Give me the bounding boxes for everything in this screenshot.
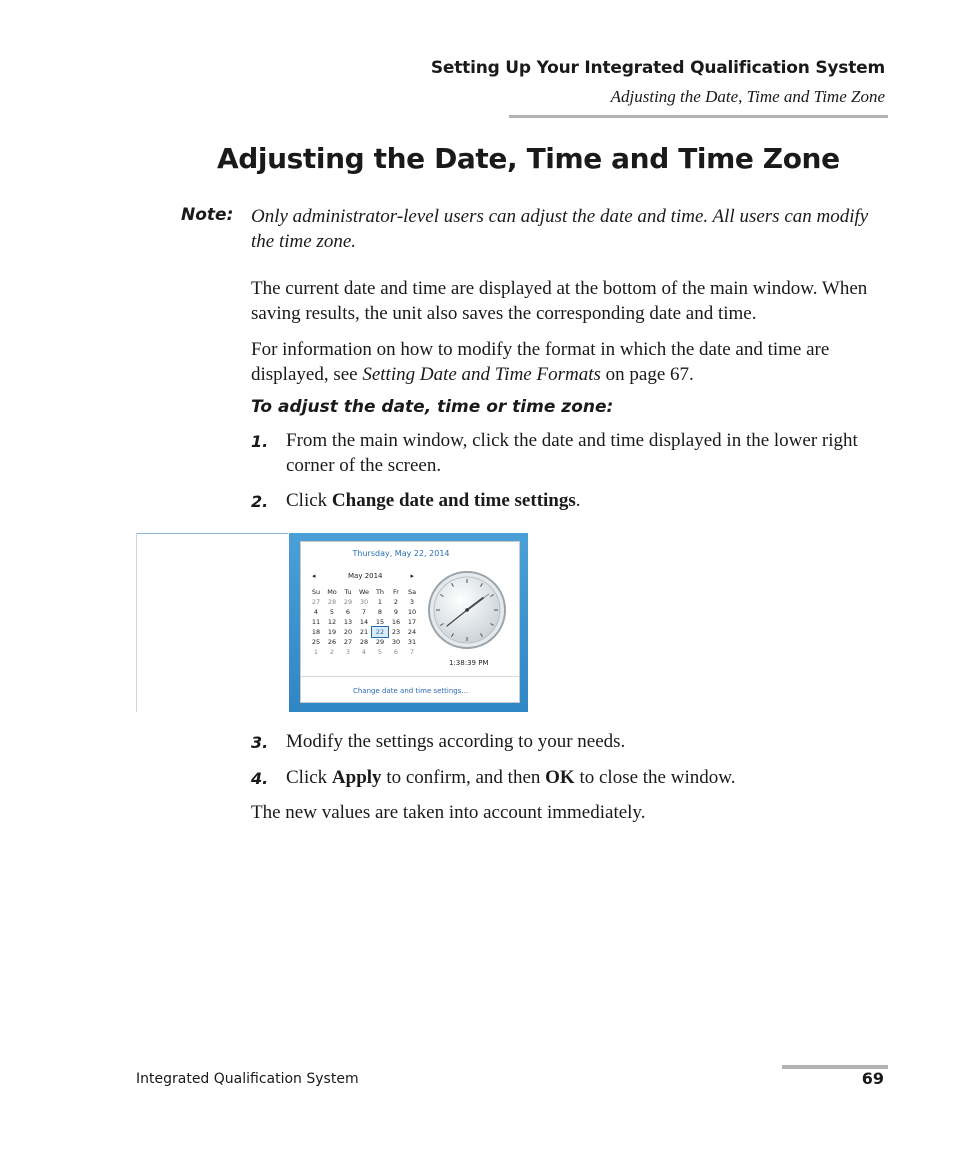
- step-text: Click Change date and time settings.: [286, 490, 581, 511]
- note-text: Only administrator-level users can adjust the date and time. All users can modify the time zone.: [251, 206, 869, 252]
- step-number: 2.: [251, 492, 269, 511]
- ui-label-ok: OK: [545, 767, 575, 788]
- calendar-day[interactable]: 10: [407, 608, 417, 616]
- paragraph-2-start: For information on how to modify the format in which the date and time are displayed, see: [251, 339, 830, 385]
- calendar-day[interactable]: 7: [361, 608, 367, 616]
- calendar-day[interactable]: 30: [359, 598, 369, 606]
- calendar-day[interactable]: 19: [327, 628, 337, 636]
- calendar-day[interactable]: 5: [329, 608, 335, 616]
- time-readout: 1:38:39 PM: [449, 659, 489, 667]
- calendar-day[interactable]: 22: [372, 627, 388, 637]
- calendar-day[interactable]: 2: [393, 598, 399, 606]
- calendar-day[interactable]: 25: [311, 638, 321, 646]
- page-number: 69: [861, 1069, 884, 1088]
- divider: [136, 533, 288, 534]
- calendar-day[interactable]: 24: [407, 628, 417, 636]
- running-header-title: Setting Up Your Integrated Qualification System: [430, 58, 885, 78]
- footer-product-name: Integrated Qualification System: [136, 1071, 359, 1087]
- calendar: [308, 572, 426, 657]
- calendar-day[interactable]: 18: [311, 628, 321, 636]
- calendar-day[interactable]: 9: [393, 608, 399, 616]
- calendar-day[interactable]: 14: [359, 618, 369, 626]
- month-label[interactable]: May 2014: [348, 572, 383, 580]
- weekday-header: Sa: [407, 588, 417, 596]
- weekday-header: Th: [375, 588, 385, 596]
- calendar-day[interactable]: 30: [391, 638, 401, 646]
- calendar-day[interactable]: 6: [393, 648, 399, 656]
- weekday-header: Mo: [327, 588, 337, 596]
- calendar-day[interactable]: 1: [313, 648, 319, 656]
- running-header-subtitle: Adjusting the Date, Time and Time Zone: [610, 87, 885, 106]
- chevron-right-icon[interactable]: ▸: [410, 572, 414, 580]
- calendar-day[interactable]: 11: [311, 618, 321, 626]
- calendar-day[interactable]: 13: [343, 618, 353, 626]
- divider: [136, 533, 137, 712]
- calendar-day[interactable]: 29: [343, 598, 353, 606]
- calendar-day[interactable]: 17: [407, 618, 417, 626]
- step-1: [251, 428, 891, 478]
- step-number: 3.: [251, 733, 269, 752]
- step-3: [251, 729, 891, 754]
- calendar-grid: [308, 587, 420, 657]
- step-number: 4.: [251, 769, 269, 788]
- calendar-day[interactable]: 21: [359, 628, 369, 636]
- calendar-day[interactable]: 27: [311, 598, 321, 606]
- step-text: Modify the settings according to your needs.: [286, 731, 626, 752]
- weekday-header: Su: [311, 588, 321, 596]
- calendar-day[interactable]: 7: [409, 648, 415, 656]
- step-number: 1.: [251, 432, 269, 451]
- section-heading: Adjusting the Date, Time and Time Zone: [217, 142, 840, 175]
- closing-paragraph: The new values are taken into account immediately.: [251, 802, 646, 823]
- calendar-day[interactable]: 6: [345, 608, 351, 616]
- weekday-header: Tu: [344, 588, 352, 596]
- calendar-day[interactable]: 23: [391, 628, 401, 636]
- step-2: [251, 488, 891, 513]
- flyout-background: [289, 533, 528, 712]
- calendar-day[interactable]: 4: [313, 608, 319, 616]
- date-header[interactable]: Thursday, May 22, 2014: [352, 549, 450, 558]
- calendar-day[interactable]: 27: [343, 638, 353, 646]
- procedure-title: To adjust the date, time or time zone:: [251, 397, 614, 417]
- calendar-day[interactable]: 20: [343, 628, 353, 636]
- date-time-panel: [300, 541, 520, 703]
- calendar-day[interactable]: 4: [361, 648, 367, 656]
- change-date-time-link[interactable]: Change date and time settings...: [353, 687, 469, 695]
- calendar-day[interactable]: 1: [377, 598, 383, 606]
- step-text: Click Apply to confirm, and then OK to close the window.: [286, 767, 736, 788]
- weekday-header: We: [358, 588, 370, 596]
- divider: [301, 676, 519, 677]
- chevron-left-icon[interactable]: ◂: [312, 572, 316, 580]
- cross-reference-link[interactable]: Setting Date and Time Formats: [362, 364, 601, 385]
- calendar-day[interactable]: 28: [359, 638, 369, 646]
- calendar-day[interactable]: 3: [345, 648, 351, 656]
- analog-clock-icon: [427, 570, 507, 650]
- screenshot-date-time-flyout: [136, 533, 528, 712]
- note-label: Note:: [181, 205, 234, 225]
- step-4: [251, 765, 891, 790]
- calendar-day[interactable]: 12: [327, 618, 337, 626]
- calendar-day[interactable]: 3: [409, 598, 415, 606]
- header-rule: [509, 115, 888, 118]
- paragraph-1: The current date and time are displayed at the bottom of the main window. When saving results, the unit also saves the corresponding date and time.: [251, 278, 868, 324]
- calendar-day[interactable]: 31: [407, 638, 417, 646]
- calendar-day[interactable]: 28: [327, 598, 337, 606]
- paragraph-2: [251, 337, 891, 387]
- ui-label-apply: Apply: [331, 767, 382, 788]
- ui-label-change-date: Change date and time settings: [331, 490, 576, 511]
- calendar-day[interactable]: 15: [375, 618, 385, 626]
- weekday-header: Fr: [393, 588, 399, 596]
- paragraph-2-end: on page 67.: [600, 364, 694, 385]
- calendar-day[interactable]: 2: [329, 648, 335, 656]
- calendar-day[interactable]: 29: [375, 638, 385, 646]
- step-text: From the main window, click the date and time displayed in the lower right corner of the screen.: [286, 430, 858, 476]
- calendar-day[interactable]: 16: [391, 618, 401, 626]
- calendar-day[interactable]: 26: [327, 638, 337, 646]
- calendar-day[interactable]: 8: [377, 608, 383, 616]
- calendar-day[interactable]: 5: [377, 648, 383, 656]
